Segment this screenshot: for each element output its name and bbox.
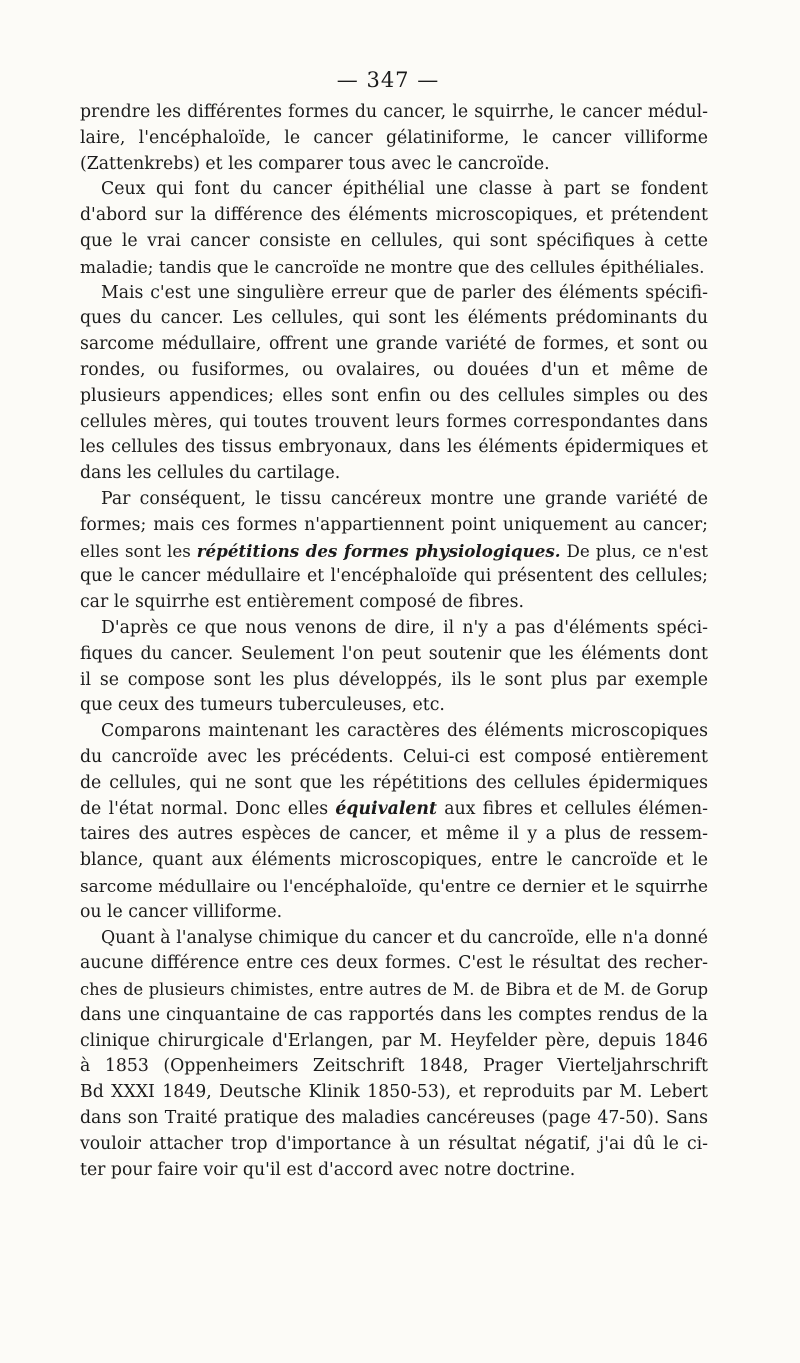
text-line: que le cancer médullaire et l'encéphaloïde qui présentent des cellules; xyxy=(80,566,708,587)
text-line: prendre les différentes formes du cancer, le squirrhe, le cancer médul- xyxy=(80,102,708,122)
text-line: il se compose sont les plus développés, ils le sont plus par exemple xyxy=(80,669,708,690)
text-line: plusieurs appendices; elles sont enfin ou des cellules simples ou des xyxy=(80,385,708,406)
text-line: Mais c'est une singulière erreur que de parler des éléments spécifi- xyxy=(101,282,708,303)
text-line: Bd XXXI 1849, Deutsche Klinik 1850-53), et reproduits par M. Lebert xyxy=(80,1082,708,1103)
text-segment: aux fibres et cellules élémen- xyxy=(436,798,708,819)
text-line: d'abord sur la différence des éléments microscopiques, et prétendent xyxy=(80,205,708,226)
page-number: — 347 — xyxy=(336,68,440,92)
body-text xyxy=(80,100,708,1183)
text-line: (Zattenkrebs) et les comparer tous avec le cancroïde. xyxy=(80,153,550,174)
text-line: Quant à l'analyse chimique du cancer et du cancroïde, elle n'a donné xyxy=(101,927,708,948)
text-line: car le squirrhe est entièrement composé de fibres. xyxy=(80,592,524,613)
text-line: dans les cellules du cartilage. xyxy=(80,463,341,484)
text-line: ou le cancer villiforme. xyxy=(80,901,283,922)
text-line: à 1853 (Oppenheimers Zeitschrift 1848, Prager Vierteljahrschrift xyxy=(80,1056,708,1077)
text-line: Comparons maintenant les caractères des éléments microscopiques xyxy=(101,721,708,742)
text-line: fiques du cancer. Seulement l'on peut soutenir que les éléments dont xyxy=(80,643,708,664)
text-line: Ceux qui font du cancer épithélial une classe à part se fondent xyxy=(101,179,708,200)
text-line: aucune différence entre ces deux formes. C'est le résultat des recher- xyxy=(80,953,708,974)
text-line: ches de plusieurs chimistes, entre autres de M. de Bibra et de M. de Gorup xyxy=(80,980,708,1000)
text-line: vouloir attacher trop d'importance à un résultat négatif, j'ai dû le ci- xyxy=(80,1133,708,1154)
text-line xyxy=(80,797,708,823)
text-line xyxy=(80,539,708,565)
text-line: laire, l'encéphaloïde, le cancer gélatiniforme, le cancer villiforme xyxy=(80,127,708,148)
text-line: rondes, ou fusiformes, ou ovalaires, ou douées d'un et même de xyxy=(80,359,708,380)
text-line: sarcome médullaire ou l'encéphaloïde, qu'entre ce dernier et le squirrhe xyxy=(80,875,708,896)
text-line: Par conséquent, le tissu cancéreux montre une grande variété de xyxy=(101,488,708,509)
text-line: blance, quant aux éléments microscopiques, entre le cancroïde et le xyxy=(80,850,708,871)
text-segment: De plus, ce n'est xyxy=(560,540,708,561)
text-line: que ceux des tumeurs tuberculeuses, etc. xyxy=(80,695,445,716)
text-line: taires des autres espèces de cancer, et même il y a plus de ressem- xyxy=(80,824,708,845)
text-line: de cellules, qui ne sont que les répétitions des cellules épidermiques xyxy=(80,772,708,793)
text-line: les cellules des tissus embryonaux, dans les éléments épidermiques et xyxy=(80,437,708,458)
emphasized-text: répétitions des formes physiologiques. xyxy=(196,540,561,561)
text-line: clinique chirurgicale d'Erlangen, par M. Heyfelder père, depuis 1846 xyxy=(80,1030,708,1051)
text-line: du cancroïde avec les précédents. Celui-ci est composé entièrement xyxy=(80,746,708,767)
text-line: maladie; tandis que le cancroïde ne montre que des cellules épithéliales. xyxy=(80,256,705,277)
text-line: formes; mais ces formes n'appartiennent point uniquement au cancer; xyxy=(80,514,708,535)
text-line: cellules mères, qui toutes trouvent leurs formes correspondantes dans xyxy=(80,411,708,432)
text-line: dans son Traité pratique des maladies cancéreuses (page 47-50). Sans xyxy=(80,1108,708,1129)
text-segment: de l'état normal. Donc elles xyxy=(80,798,336,819)
text-line: dans une cinquantaine de cas rapportés dans les comptes rendus de la xyxy=(80,1004,708,1025)
emphasized-text: équivalent xyxy=(335,798,437,819)
text-line: D'après ce que nous venons de dire, il n'y a pas d'éléments spéci- xyxy=(101,617,708,638)
text-line: ques du cancer. Les cellules, qui sont les éléments prédominants du xyxy=(80,308,708,329)
text-line: que le vrai cancer consiste en cellules, qui sont spécifiques à cette xyxy=(80,230,708,251)
text-line: ter pour faire voir qu'il est d'accord avec notre doctrine. xyxy=(80,1159,576,1180)
text-line: sarcome médullaire, offrent une grande variété de formes, et sont ou xyxy=(80,334,708,355)
text-segment: elles sont les xyxy=(80,540,197,561)
